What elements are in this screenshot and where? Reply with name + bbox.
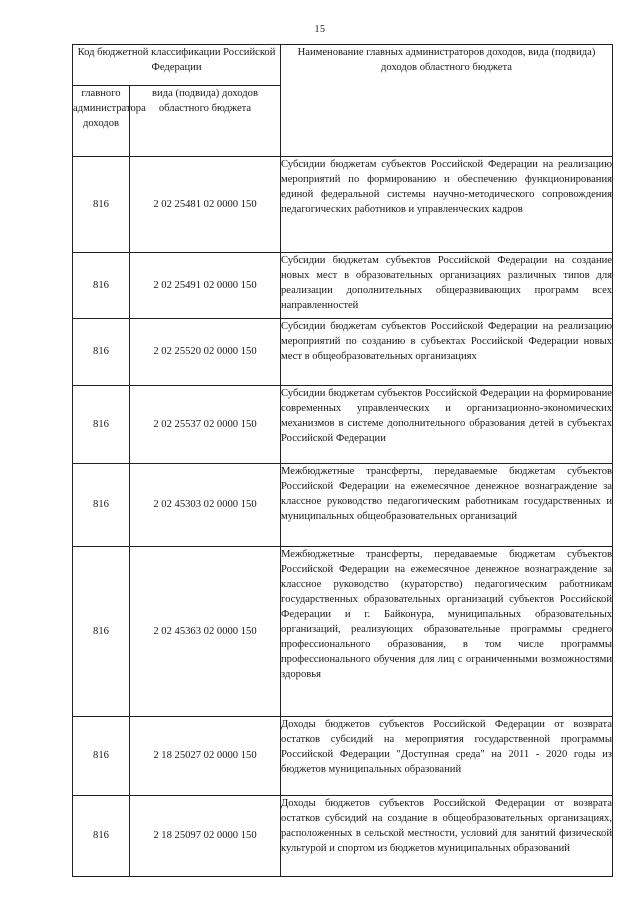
header-code-group: Код бюджетной классификации Российской Федерации (73, 45, 281, 86)
income-name-cell: Межбюджетные трансферты, передаваемые бюджетам субъектов Российской Федерации на ежемесячное денежное вознаграждение за классное руководство (кураторство) педагогическим работникам государственных образовательных организаций субъектов Российской Федерации и г. Байконура, муниципальных образовательных организаций, реализующих образовательные программы среднего профессионального образования, в том числе программы профессионального обучения для лиц с ограниченными возможностями здоровья (281, 547, 613, 717)
table-row (73, 717, 613, 796)
table-row (73, 547, 613, 717)
budget-classification-table (72, 44, 613, 877)
income-name-cell: Доходы бюджетов субъектов Российской Федерации от возврата остатков субсидий на создание в общеобразовательных организациях, расположенных в сельской местности, условий для занятий физической культурой и спортом из бюджетов муниципальных образований (281, 796, 613, 877)
admin-code-cell: 816 (73, 464, 130, 547)
admin-code-cell: 816 (73, 157, 130, 253)
budget-code-cell: 2 18 25097 02 0000 150 (130, 796, 281, 877)
income-name-cell: Субсидии бюджетам субъектов Российской Федерации на формирование современных управленческих и организационно-экономических механизмов в системе дополнительного образования детей в субъектах Российской Федерации (281, 386, 613, 464)
income-name-cell: Доходы бюджетов субъектов Российской Федерации от возврата остатков субсидий на мероприятия государственной программы Российской Федерации "Доступная среда" на 2011 - 2020 годы из бюджетов муниципальных образований (281, 717, 613, 796)
budget-code-cell: 2 02 25481 02 0000 150 (130, 157, 281, 253)
table-row (73, 464, 613, 547)
header-income-type-column: вида (подвида) доходов областного бюджета (130, 86, 281, 157)
table-row (73, 253, 613, 319)
header-admin-column: главного администратора доходов (73, 86, 130, 157)
income-name-cell: Субсидии бюджетам субъектов Российской Федерации на реализацию мероприятий по созданию в субъектах Российской Федерации новых мест в общеобразовательных организациях (281, 319, 613, 386)
admin-code-cell: 816 (73, 386, 130, 464)
header-row-group (73, 45, 613, 86)
income-name-cell: Межбюджетные трансферты, передаваемые бюджетам субъектов Российской Федерации на ежемесячное денежное вознаграждение за классное руководство педагогическим работникам государственных и муниципальных общеобразовательных организаций (281, 464, 613, 547)
table-row (73, 386, 613, 464)
table-row (73, 796, 613, 877)
budget-code-cell: 2 02 25537 02 0000 150 (130, 386, 281, 464)
admin-code-cell: 816 (73, 547, 130, 717)
budget-code-cell: 2 02 25491 02 0000 150 (130, 253, 281, 319)
page-number: 15 (314, 24, 326, 35)
admin-code-cell: 816 (73, 717, 130, 796)
budget-code-cell: 2 02 45303 02 0000 150 (130, 464, 281, 547)
table-row (73, 319, 613, 386)
budget-code-cell: 2 18 25027 02 0000 150 (130, 717, 281, 796)
admin-code-cell: 816 (73, 253, 130, 319)
table-row (73, 157, 613, 253)
income-name-cell: Субсидии бюджетам субъектов Российской Федерации на создание новых мест в образовательных организациях различных типов для реализации дополнительных общеразвивающих программ всех направленностей (281, 253, 613, 319)
budget-code-cell: 2 02 25520 02 0000 150 (130, 319, 281, 386)
admin-code-cell: 816 (73, 319, 130, 386)
income-name-cell: Субсидии бюджетам субъектов Российской Федерации на реализацию мероприятий по формированию и обеспечению функционирования единой федеральной системы научно-методического сопровождения педагогических работников и управленческих кадров (281, 157, 613, 253)
header-name-column: Наименование главных администраторов доходов, вида (подвида) доходов областного бюджета (281, 45, 613, 157)
admin-code-cell: 816 (73, 796, 130, 877)
budget-code-cell: 2 02 45363 02 0000 150 (130, 547, 281, 717)
